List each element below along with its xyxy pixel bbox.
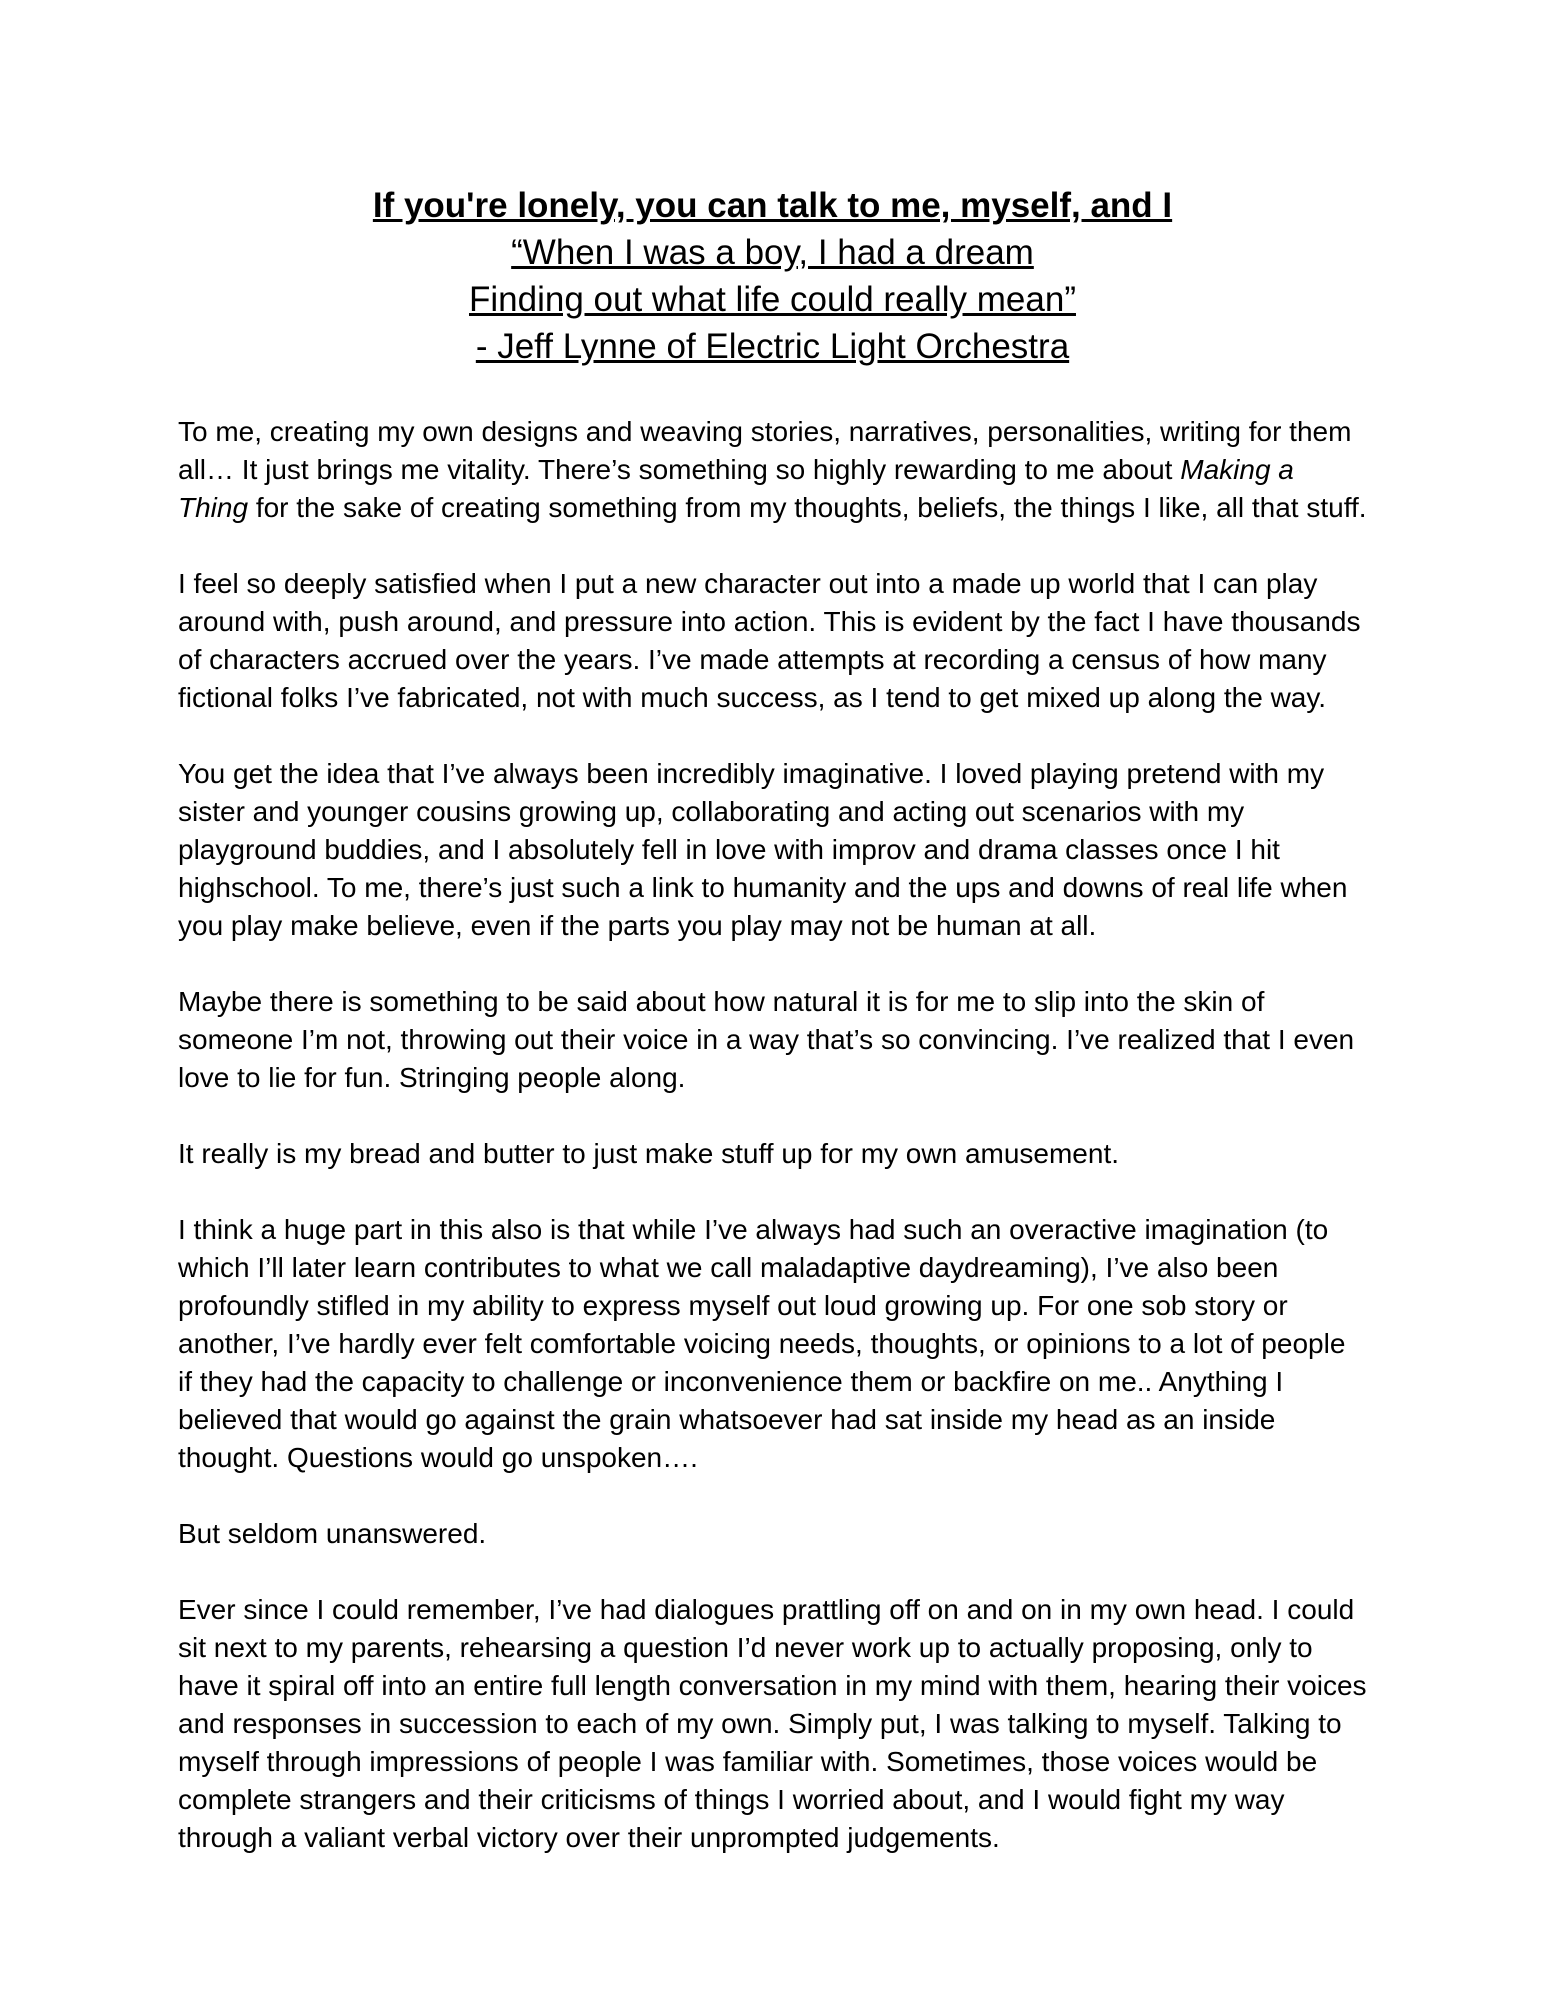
- body-paragraph-8: [178, 1591, 1367, 1857]
- text-run: But seldom unanswered.: [178, 1518, 487, 1549]
- text-run-italic: Making a Thing: [178, 454, 1294, 523]
- text-run: You get the idea that I’ve always been incredibly imaginative. I loved playing pretend with my sister and younger cousins growing up, collaborating and acting out scenarios with my playground buddies, and I absolutely fell in love with improv and drama classes once I hit highschool. To me, there’s just such a link to humanity and the ups and downs of real life when you play make believe, even if the parts you play may not be human at all.: [178, 758, 1348, 941]
- body-paragraph-2: [178, 565, 1367, 717]
- text-run: It really is my bread and butter to just make stuff up for my own amusement.: [178, 1138, 1120, 1169]
- body-paragraph-3: [178, 755, 1367, 945]
- document-header: [178, 182, 1367, 370]
- body-paragraph-1: [178, 413, 1367, 527]
- text-run: Ever since I could remember, I’ve had dialogues prattling off on and on in my own head. I could sit next to my parents, rehearsing a question I’d never work up to actually proposing, only to have it spiral off into an entire full length conversation in my mind with them, hearing their voices and responses in succession to each of my own. Simply put, I was talking to myself. Talking to myself through impressions of people I was familiar with. Sometimes, those voices would be complete strangers and their criticisms of things I worried about, and I would fight my way through a valiant verbal victory over their unprompted judgements.: [178, 1594, 1367, 1853]
- body-paragraph-7: [178, 1515, 1367, 1553]
- text-run: I feel so deeply satisfied when I put a new character out into a made up world that I can play around with, push around, and pressure into action. This is evident by the fact I have thousands of characters accrued over the years. I’ve made attempts at recording a census of how many fictional folks I’ve fabricated, not with much success, as I tend to get mixed up along the way.: [178, 568, 1361, 713]
- quote-line-1: “When I was a boy, I had a dream: [511, 233, 1034, 272]
- body-paragraph-4: [178, 983, 1367, 1097]
- document-body: [178, 413, 1367, 1857]
- document-title: If you're lonely, you can talk to me, myself, and I: [372, 186, 1173, 225]
- body-paragraph-6: [178, 1211, 1367, 1477]
- text-run: I think a huge part in this also is that while I’ve always had such an overactive imagination (to which I’ll later learn contributes to what we call maladaptive daydreaming), I’ve also been profoundly stifled in my ability to express myself out loud growing up. For one sob story or another, I’ve hardly ever felt comfortable voicing needs, thoughts, or opinions to a lot of people if they had the capacity to challenge or inconvenience them or backfire on me.. Anything I believed that would go against the grain whatsoever had sat inside my head as an inside thought. Questions would go unspoken….: [178, 1214, 1346, 1473]
- text-run: To me, creating my own designs and weaving stories, narratives, personalities, writing for them all… It just brings me vitality. There’s something so highly rewarding to me about: [178, 416, 1352, 485]
- quote-attribution: - Jeff Lynne of Electric Light Orchestra: [475, 327, 1070, 366]
- quote-line-2: Finding out what life could really mean”: [469, 280, 1076, 319]
- text-run: Maybe there is something to be said about how natural it is for me to slip into the skin of someone I’m not, throwing out their voice in a way that’s so convincing. I’ve realized that I even love to lie for fun. Stringing people along.: [178, 986, 1355, 1093]
- text-run: for the sake of creating something from my thoughts, beliefs, the things I like, all that stuff.: [248, 492, 1367, 523]
- body-paragraph-5: [178, 1135, 1367, 1173]
